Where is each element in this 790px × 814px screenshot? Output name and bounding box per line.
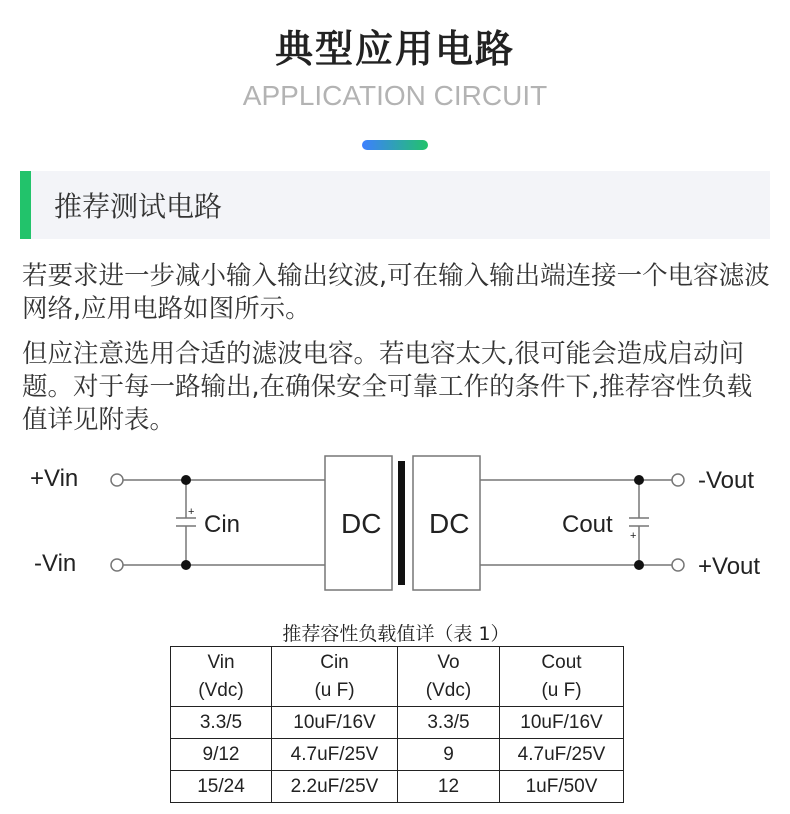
label-vout-negative: -Vout (698, 467, 755, 494)
cell-vin: 3.3/5 (171, 707, 272, 739)
cout-polarity-plus: + (630, 530, 637, 542)
header-vin-name: Vin (207, 651, 235, 673)
terminal-vout-negative (672, 474, 684, 486)
cell-vin: 9/12 (171, 739, 272, 771)
header-cin (272, 647, 398, 707)
paragraph-capacitor-note: 但应注意选用合适的滤波电容。若电容太大,很可能会造成启动问题。对于每一路输出,在确保安全可靠工作的条件下,推荐容性负载值详见附表。 (22, 339, 753, 435)
table-row (171, 739, 624, 771)
cell-cin: 4.7uF/25V (272, 739, 398, 771)
cell-cout: 1uF/50V (500, 771, 624, 803)
header-vin (171, 647, 272, 707)
transformer-core (398, 461, 405, 585)
table-row (171, 771, 624, 803)
header-vo-name: Vo (437, 651, 460, 673)
cell-cin: 2.2uF/25V (272, 771, 398, 803)
header-vin-unit: (Vdc) (198, 679, 244, 701)
paragraph-ripple: 若要求进一步减小输入输出纹波,可在输入输出端连接一个电容滤波网络,应用电路如图所示。 (22, 261, 770, 324)
section-marker (20, 171, 31, 239)
section-header (20, 171, 770, 239)
cell-cout: 10uF/16V (500, 707, 624, 739)
label-dc-output: DC (429, 508, 470, 539)
cell-cout: 4.7uF/25V (500, 739, 624, 771)
junction-dot (181, 560, 191, 570)
cin-polarity-plus: + (188, 506, 195, 518)
terminal-vout-positive (672, 559, 684, 571)
junction-dot (634, 560, 644, 570)
terminal-vin-positive (111, 474, 123, 486)
cin-capacitor-symbol (176, 518, 196, 526)
cell-vo: 3.3/5 (398, 707, 500, 739)
label-dc-input: DC (341, 508, 382, 539)
capacitive-load-table (170, 646, 624, 803)
header-vo-unit: (Vdc) (425, 679, 472, 701)
header-cin-unit: (u F) (314, 679, 355, 701)
junction-dot (634, 475, 644, 485)
label-vin-positive: +Vin (30, 465, 79, 492)
cell-cin: 10uF/16V (272, 707, 398, 739)
terminal-vin-negative (111, 559, 123, 571)
table-header-row (171, 647, 624, 707)
label-cout: Cout (562, 511, 613, 538)
section-heading: 推荐测试电路 (54, 190, 223, 223)
table-row (171, 707, 624, 739)
accent-divider (362, 140, 428, 150)
cout-capacitor-symbol (629, 518, 649, 526)
cell-vo: 9 (398, 739, 500, 771)
header-cin-name: Cin (320, 651, 349, 673)
header-cout-name: Cout (541, 651, 582, 673)
header-cout (500, 647, 624, 707)
header-vo (398, 647, 500, 707)
page-subtitle: APPLICATION CIRCUIT (242, 80, 548, 111)
label-vout-positive: +Vout (698, 553, 761, 580)
header-cout-unit: (u F) (541, 679, 582, 701)
page-title: 典型应用电路 (274, 27, 515, 71)
application-circuit-diagram (0, 448, 790, 608)
junction-dot (181, 475, 191, 485)
cell-vin: 15/24 (171, 771, 272, 803)
label-cin: Cin (204, 511, 241, 538)
table-caption: 推荐容性负载值详（表 1） (282, 623, 510, 645)
cell-vo: 12 (398, 771, 500, 803)
label-vin-negative: -Vin (34, 550, 77, 577)
